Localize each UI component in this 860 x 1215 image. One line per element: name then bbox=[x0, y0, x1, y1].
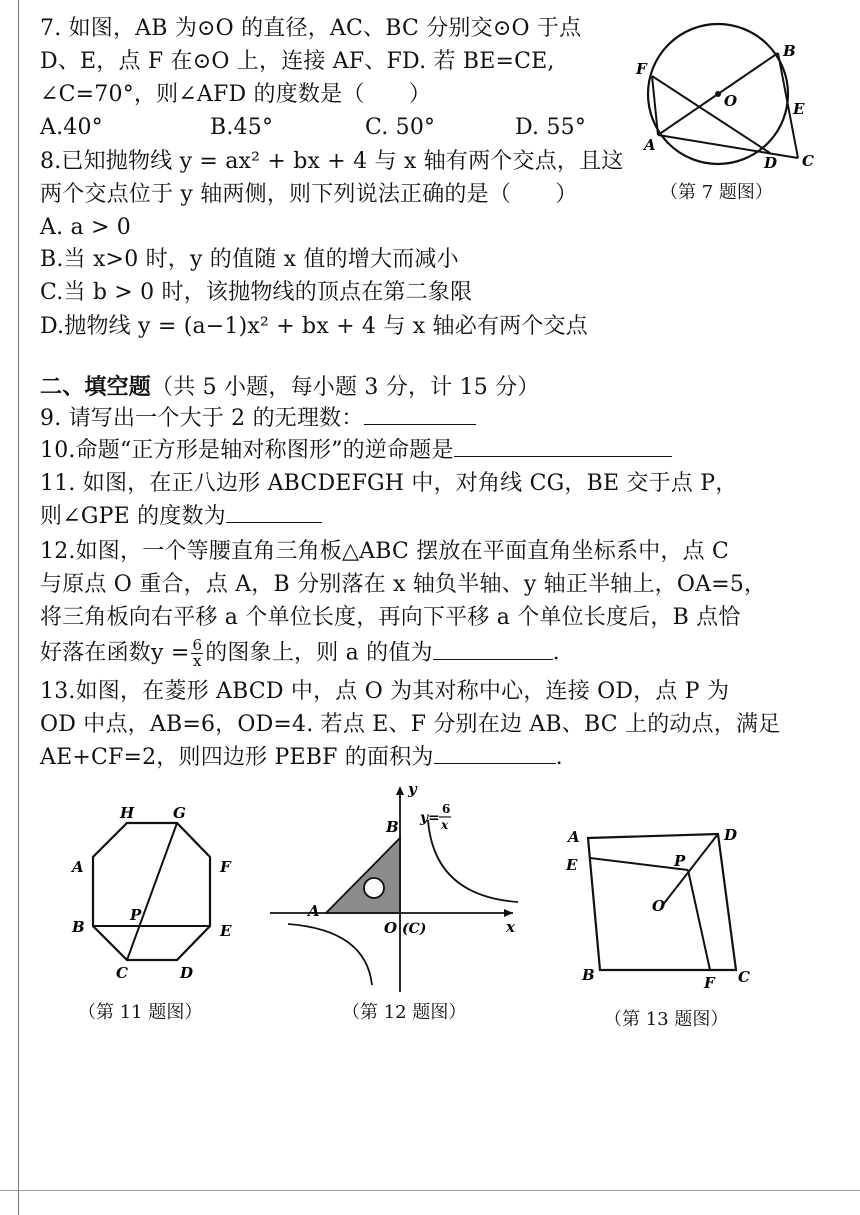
q11-text: 则∠GPE 的度数为 bbox=[40, 504, 226, 529]
q12-line1: 12.如图，一个等腰直角三角板△ABC 摆放在平面直角坐标系中，点 C bbox=[40, 539, 730, 564]
q7-label-e: E bbox=[793, 100, 805, 118]
q12-answer-blank[interactable] bbox=[433, 639, 553, 660]
q11-label-p: P bbox=[130, 906, 142, 924]
q8-option-a[interactable]: A. a > 0 bbox=[40, 215, 132, 240]
q12-hyperbola-q1 bbox=[428, 820, 518, 902]
q8-line1: 8.已知抛物线 y = ax² + bx + 4 与 x 轴有两个交点，且这 bbox=[40, 149, 624, 174]
q10-answer-blank[interactable] bbox=[454, 436, 672, 457]
q8-option-c[interactable]: C.当 b > 0 时，该抛物线的顶点在第二象限 bbox=[40, 280, 473, 305]
q12-y-arrow bbox=[396, 786, 404, 795]
q13-caption: （第 13 题图） bbox=[604, 1009, 729, 1030]
q7-caption: （第 7 题图） bbox=[660, 182, 773, 203]
q12-func-label: y= bbox=[420, 810, 440, 826]
q13-line-od bbox=[662, 834, 718, 906]
q9-line bbox=[40, 404, 476, 434]
q8-option-d[interactable]: D.抛物线 y = (a−1)x² + bx + 4 与 x 轴必有两个交点 bbox=[40, 314, 588, 339]
q11-line2 bbox=[40, 502, 322, 532]
q11-label-a: A bbox=[72, 858, 84, 876]
q7-label-a: A bbox=[644, 136, 656, 154]
q13-line1: 13.如图，在菱形 ABCD 中，点 O 为其对称中心，连接 OD，点 P 为 bbox=[40, 679, 730, 704]
q7-label-c: C bbox=[802, 152, 814, 170]
q7-label-o: O bbox=[724, 92, 738, 110]
q13-line2: OD 中点，AB=6，OD=4. 若点 E、F 分别在边 AB、BC 上的动点，满足 bbox=[40, 712, 781, 737]
section2-heading: 二、填空题 bbox=[40, 374, 152, 400]
q12-label-y: y bbox=[408, 780, 417, 798]
q12-text-post: 的图象上，则 a 的值为 bbox=[205, 640, 433, 666]
q7-option-a[interactable]: A.40° bbox=[40, 115, 103, 140]
q13-answer-blank[interactable] bbox=[434, 743, 556, 764]
q12-x-arrow bbox=[504, 909, 513, 917]
q8-option-b[interactable]: B.当 x>0 时，y 的值随 x 值的增大而减小 bbox=[40, 247, 459, 272]
q7-label-d: D bbox=[764, 154, 778, 172]
q11-label-c: C bbox=[116, 964, 128, 982]
q11-label-f: F bbox=[220, 858, 231, 876]
q12-fraction bbox=[191, 638, 203, 669]
section2-header bbox=[40, 372, 540, 403]
q10-text: 10.命题“正方形是轴对称图形”的逆命题是 bbox=[40, 438, 454, 463]
q7-label-b: B bbox=[783, 42, 796, 60]
q12-line3: 将三角板向右平移 a 个单位长度，再向下平移 a 个单位长度后，B 点恰 bbox=[40, 605, 741, 630]
q12-line2: 与原点 O 重合，点 A，B 分别落在 x 轴负半轴、y 轴正半轴上，OA=5， bbox=[40, 572, 767, 597]
q7-option-b[interactable]: B.45° bbox=[210, 115, 274, 140]
q12-triangle bbox=[326, 838, 400, 913]
q7-center-dot bbox=[715, 91, 721, 97]
q11-caption: （第 11 题图） bbox=[78, 1002, 203, 1023]
q11-label-e: E bbox=[220, 922, 232, 940]
q13-line-pf bbox=[688, 870, 710, 970]
q10-line bbox=[40, 436, 672, 466]
q11-line1: 11. 如图，在正八边形 ABCDEFGH 中，对角线 CG，BE 交于点 P， bbox=[40, 471, 738, 496]
q13-label-b: B bbox=[582, 966, 595, 984]
q13-label-d: D bbox=[724, 826, 738, 844]
q13-text: AE+CF=2，则四边形 PEBF 的面积为 bbox=[40, 745, 434, 770]
q12-end: ． bbox=[552, 640, 575, 666]
q13-line3 bbox=[40, 743, 563, 773]
q13-label-a: A bbox=[568, 828, 580, 846]
q12-hyperbola-q3 bbox=[288, 924, 372, 985]
q7-options bbox=[40, 113, 586, 143]
q7-figure bbox=[628, 10, 828, 190]
q11-diagonal-cg bbox=[127, 823, 177, 960]
q12-label-c: (C) bbox=[402, 921, 427, 937]
q12-label-x: x bbox=[506, 918, 515, 936]
q7-option-d[interactable]: D. 55° bbox=[515, 115, 587, 140]
q7-line-fd bbox=[652, 76, 770, 153]
q11-label-h: H bbox=[120, 804, 135, 822]
q13-label-o: O bbox=[652, 897, 666, 915]
q11-answer-blank[interactable] bbox=[226, 502, 322, 523]
q12-label-a: A bbox=[308, 902, 320, 920]
q12-func-prefix: 好落在函数y = bbox=[40, 640, 190, 666]
q13-end: . bbox=[555, 745, 563, 770]
q12-caption: （第 12 题图） bbox=[342, 1002, 467, 1023]
q13-label-f: F bbox=[704, 974, 715, 992]
q13-label-p: P bbox=[674, 852, 686, 870]
q12-line4 bbox=[40, 638, 575, 669]
q7-line1: 7. 如图，AB 为⊙O 的直径，AC、BC 分别交⊙O 于点 bbox=[40, 16, 582, 41]
section2-note: （共 5 小题，每小题 3 分，计 15 分） bbox=[151, 375, 540, 400]
q9-text: 9. 请写出一个大于 2 的无理数： bbox=[40, 406, 364, 431]
q12-func-num: 6 bbox=[442, 802, 451, 816]
q11-figure bbox=[60, 800, 250, 985]
q7-option-c[interactable]: C. 50° bbox=[365, 115, 436, 140]
q12-triangle-hole bbox=[364, 878, 384, 898]
q12-label-o: O bbox=[384, 919, 398, 937]
q11-label-b: B bbox=[72, 918, 85, 936]
q13-figure bbox=[560, 818, 760, 998]
q12-frac-den: x bbox=[193, 652, 202, 670]
q9-answer-blank[interactable] bbox=[364, 404, 476, 425]
q7-line2: D、E，点 F 在⊙O 上，连接 AF、FD. 若 BE=CE, bbox=[40, 49, 555, 74]
q11-label-d: D bbox=[180, 964, 194, 982]
page-margin-line bbox=[18, 0, 19, 1215]
q11-label-g: G bbox=[173, 804, 186, 822]
q12-figure bbox=[268, 780, 528, 995]
q12-frac-num: 6 bbox=[192, 636, 203, 654]
q13-label-c: C bbox=[738, 968, 750, 986]
q7-label-f: F bbox=[636, 60, 647, 78]
q12-func-den: x bbox=[441, 818, 449, 832]
q7-line3: ∠C=70°，则∠AFD 的度数是（ ） bbox=[40, 82, 432, 107]
page-bottom-line bbox=[0, 1190, 860, 1191]
q8-line2: 两个交点位于 y 轴两侧，则下列说法正确的是（ ） bbox=[40, 182, 578, 207]
q12-label-b: B bbox=[386, 818, 399, 836]
q13-label-e: E bbox=[566, 856, 578, 874]
